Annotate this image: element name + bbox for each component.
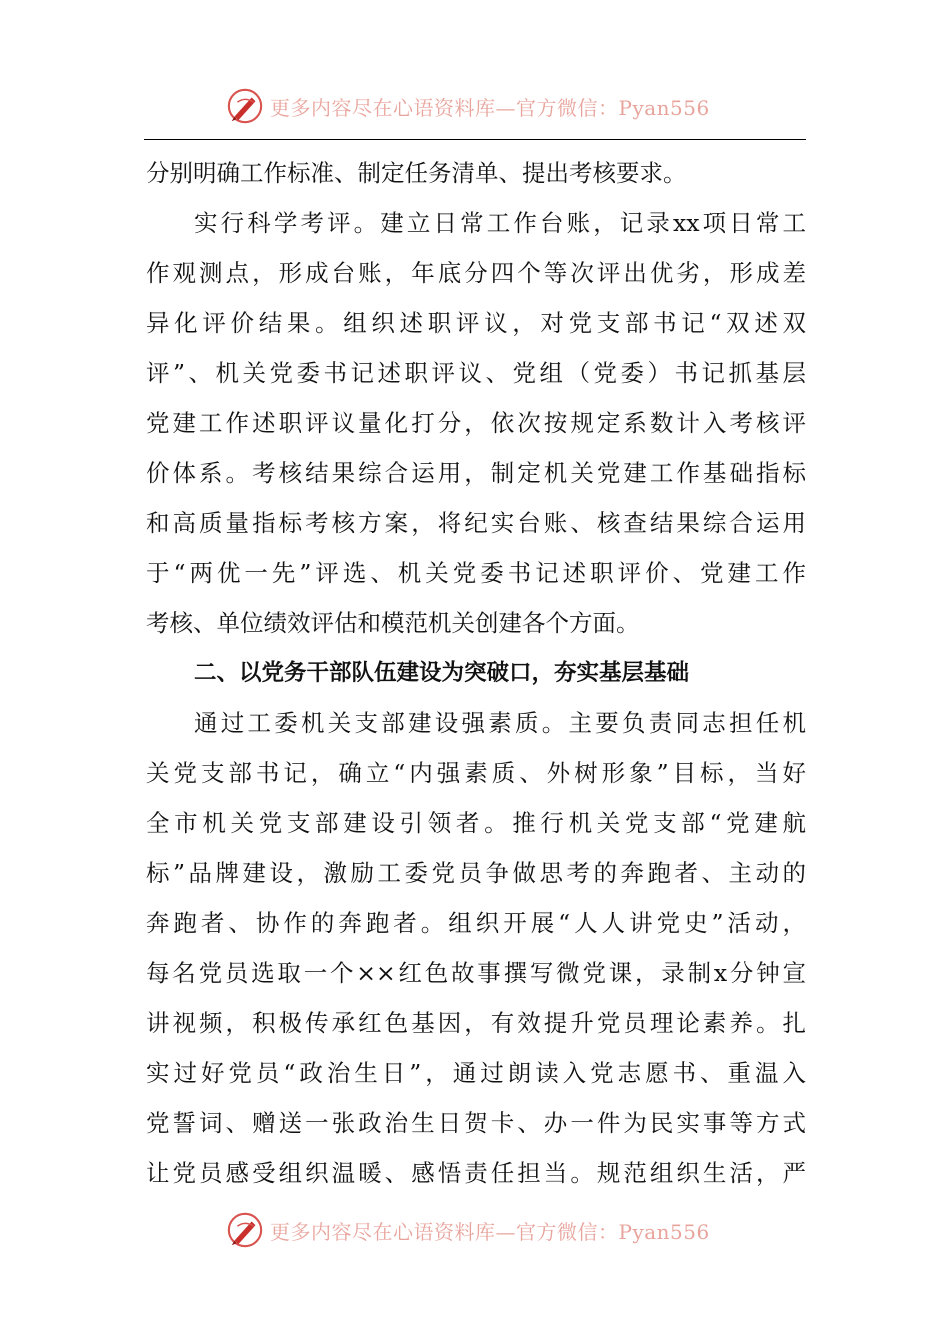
- text-line: 作观测点，形成台账，年底分四个等次评出优劣，形成差: [146, 259, 806, 287]
- text-line: 异化评价结果。组织述职评议，对党支部书记“双述双: [146, 309, 806, 337]
- text-line: 党誓词、赠送一张政治生日贺卡、办一件为民实事等方式: [146, 1109, 806, 1137]
- text-line: 标”品牌建设，激励工委党员争做思考的奔跑者、主动的: [146, 859, 806, 887]
- text-line: 通过工委机关支部建设强素质。主要负责同志担任机: [194, 709, 806, 737]
- text-line: 实行科学考评。建立日常工作台账，记录xx项日常工: [194, 209, 806, 237]
- paragraph: [146, 148, 806, 198]
- text-line: 实过好党员“政治生日”，通过朗读入党志愿书、重温入: [146, 1059, 806, 1087]
- paragraph: [146, 698, 806, 1198]
- pen-in-circle-logo-icon: [226, 1211, 264, 1249]
- text-line: 于“两优一先”评选、机关党委书记述职评价、党建工作: [146, 559, 806, 587]
- text-line: 价体系。考核结果综合运用，制定机关党建工作基础指标: [146, 459, 806, 487]
- text-line: 考核、单位绩效评估和模范机关创建各个方面。: [146, 609, 640, 637]
- text-line: 党建工作述职评议量化打分，依次按规定系数计入考核评: [146, 409, 806, 437]
- watermark-text: 更多内容尽在心语资料库—官方微信：Pyan556: [270, 1219, 710, 1244]
- watermark-footer: [226, 1210, 710, 1250]
- text-line: 讲视频，积极传承红色基因，有效提升党员理论素养。扎: [146, 1009, 806, 1037]
- pen-in-circle-logo-icon: [226, 87, 264, 125]
- text-line: 关党支部书记，确立“内强素质、外树形象”目标，当好: [146, 759, 806, 787]
- text-line: 和高质量指标考核方案，将纪实台账、核查结果综合运用: [146, 509, 806, 537]
- text-line: 让党员感受组织温暖、感悟责任担当。规范组织生活，严: [146, 1159, 806, 1187]
- header-rule: [144, 139, 806, 140]
- text-line: 全市机关党支部建设引领者。推行机关党支部“党建航: [146, 809, 806, 837]
- document-body: [146, 148, 806, 1198]
- text-line: 每名党员选取一个××红色故事撰写微党课，录制x分钟宣: [146, 959, 806, 987]
- paragraph: [146, 198, 806, 648]
- watermark-text: 更多内容尽在心语资料库—官方微信：Pyan556: [270, 95, 710, 120]
- text-line: 评”、机关党委书记述职评议、党组（党委）书记抓基层: [146, 359, 806, 387]
- section-heading: [146, 648, 806, 698]
- heading-line: 二、以党务干部队伍建设为突破口，夯实基层基础: [194, 660, 690, 686]
- text-line: 奔跑者、协作的奔跑者。组织开展“人人讲党史”活动，: [146, 909, 806, 937]
- watermark-header: [226, 86, 710, 126]
- text-line: 分别明确工作标准、制定任务清单、提出考核要求。: [146, 159, 687, 187]
